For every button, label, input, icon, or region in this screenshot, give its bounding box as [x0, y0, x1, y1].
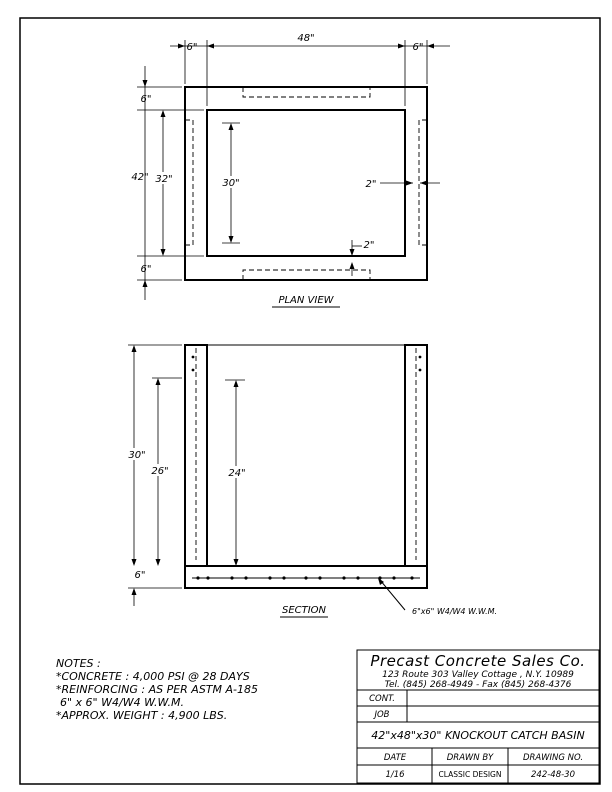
plan-outer-wall: [185, 87, 427, 280]
plan-view: [131, 33, 450, 307]
section-dim-overall-height: 30": [128, 450, 146, 461]
drawn-by-value: CLASSIC DESIGN: [438, 770, 502, 779]
plan-dim-left-wall: 6": [186, 42, 198, 53]
plan-dim-knockout-height: 30": [222, 178, 240, 189]
drawing-title: 42"x48"x30" KNOCKOUT CATCH BASIN: [371, 729, 585, 742]
plan-dim-right-wall: 6": [412, 42, 424, 53]
section-dim-floor: 6": [134, 570, 146, 581]
company-phone: Tel. (845) 268-4949 - Fax (845) 268-4376: [384, 680, 572, 690]
plan-dim-bottom-wall: 6": [140, 264, 152, 275]
cont-label: CONT.: [369, 694, 395, 704]
plan-dim-overall-depth: 42": [131, 172, 149, 183]
notes-line-1: *CONCRETE : 4,000 PSI @ 28 DAYS: [56, 670, 250, 683]
notes-line-2: *REINFORCING : AS PER ASTM A-185: [56, 683, 259, 696]
plan-dim-knockout-side: 2": [365, 179, 377, 190]
section-view: [126, 345, 497, 617]
section-dim-knockout-height: 24": [228, 468, 246, 479]
plan-knockout-top: [243, 87, 370, 97]
title-block: [357, 650, 599, 783]
plan-dim-inner-depth: 32": [155, 174, 173, 185]
company-name: Precast Concrete Sales Co.: [370, 652, 586, 670]
plan-dim-width: 48": [297, 33, 315, 44]
plan-dim-top-wall: 6": [140, 94, 152, 105]
company-address: 123 Route 303 Valley Cottage , N.Y. 10989: [382, 670, 574, 680]
notes-line-3: 6" x 6" W4/W4 W.W.M.: [60, 696, 185, 709]
date-label: DATE: [383, 753, 407, 763]
drawing-no-value: 242-48-30: [531, 770, 575, 780]
drawn-by-label: DRAWN BY: [446, 753, 494, 763]
plan-dim-knockout-bottom: 2": [363, 240, 375, 251]
section-dim-inner-height: 26": [151, 466, 169, 477]
notes-heading: NOTES :: [56, 657, 101, 670]
plan-knockout-left: [185, 120, 193, 245]
notes-line-4: *APPROX. WEIGHT : 4,900 LBS.: [56, 709, 228, 722]
date-value: 1/16: [385, 770, 405, 780]
notes-block: [56, 657, 258, 722]
plan-knockout-bottom: [243, 270, 370, 280]
section-mesh-callout: 6"x6" W4/W4 W.W.M.: [412, 607, 498, 616]
section-title: SECTION: [281, 605, 327, 616]
drawing-no-label: DRAWING NO.: [522, 753, 584, 763]
job-label: JOB: [374, 710, 390, 720]
plan-view-title: PLAN VIEW: [278, 295, 334, 306]
